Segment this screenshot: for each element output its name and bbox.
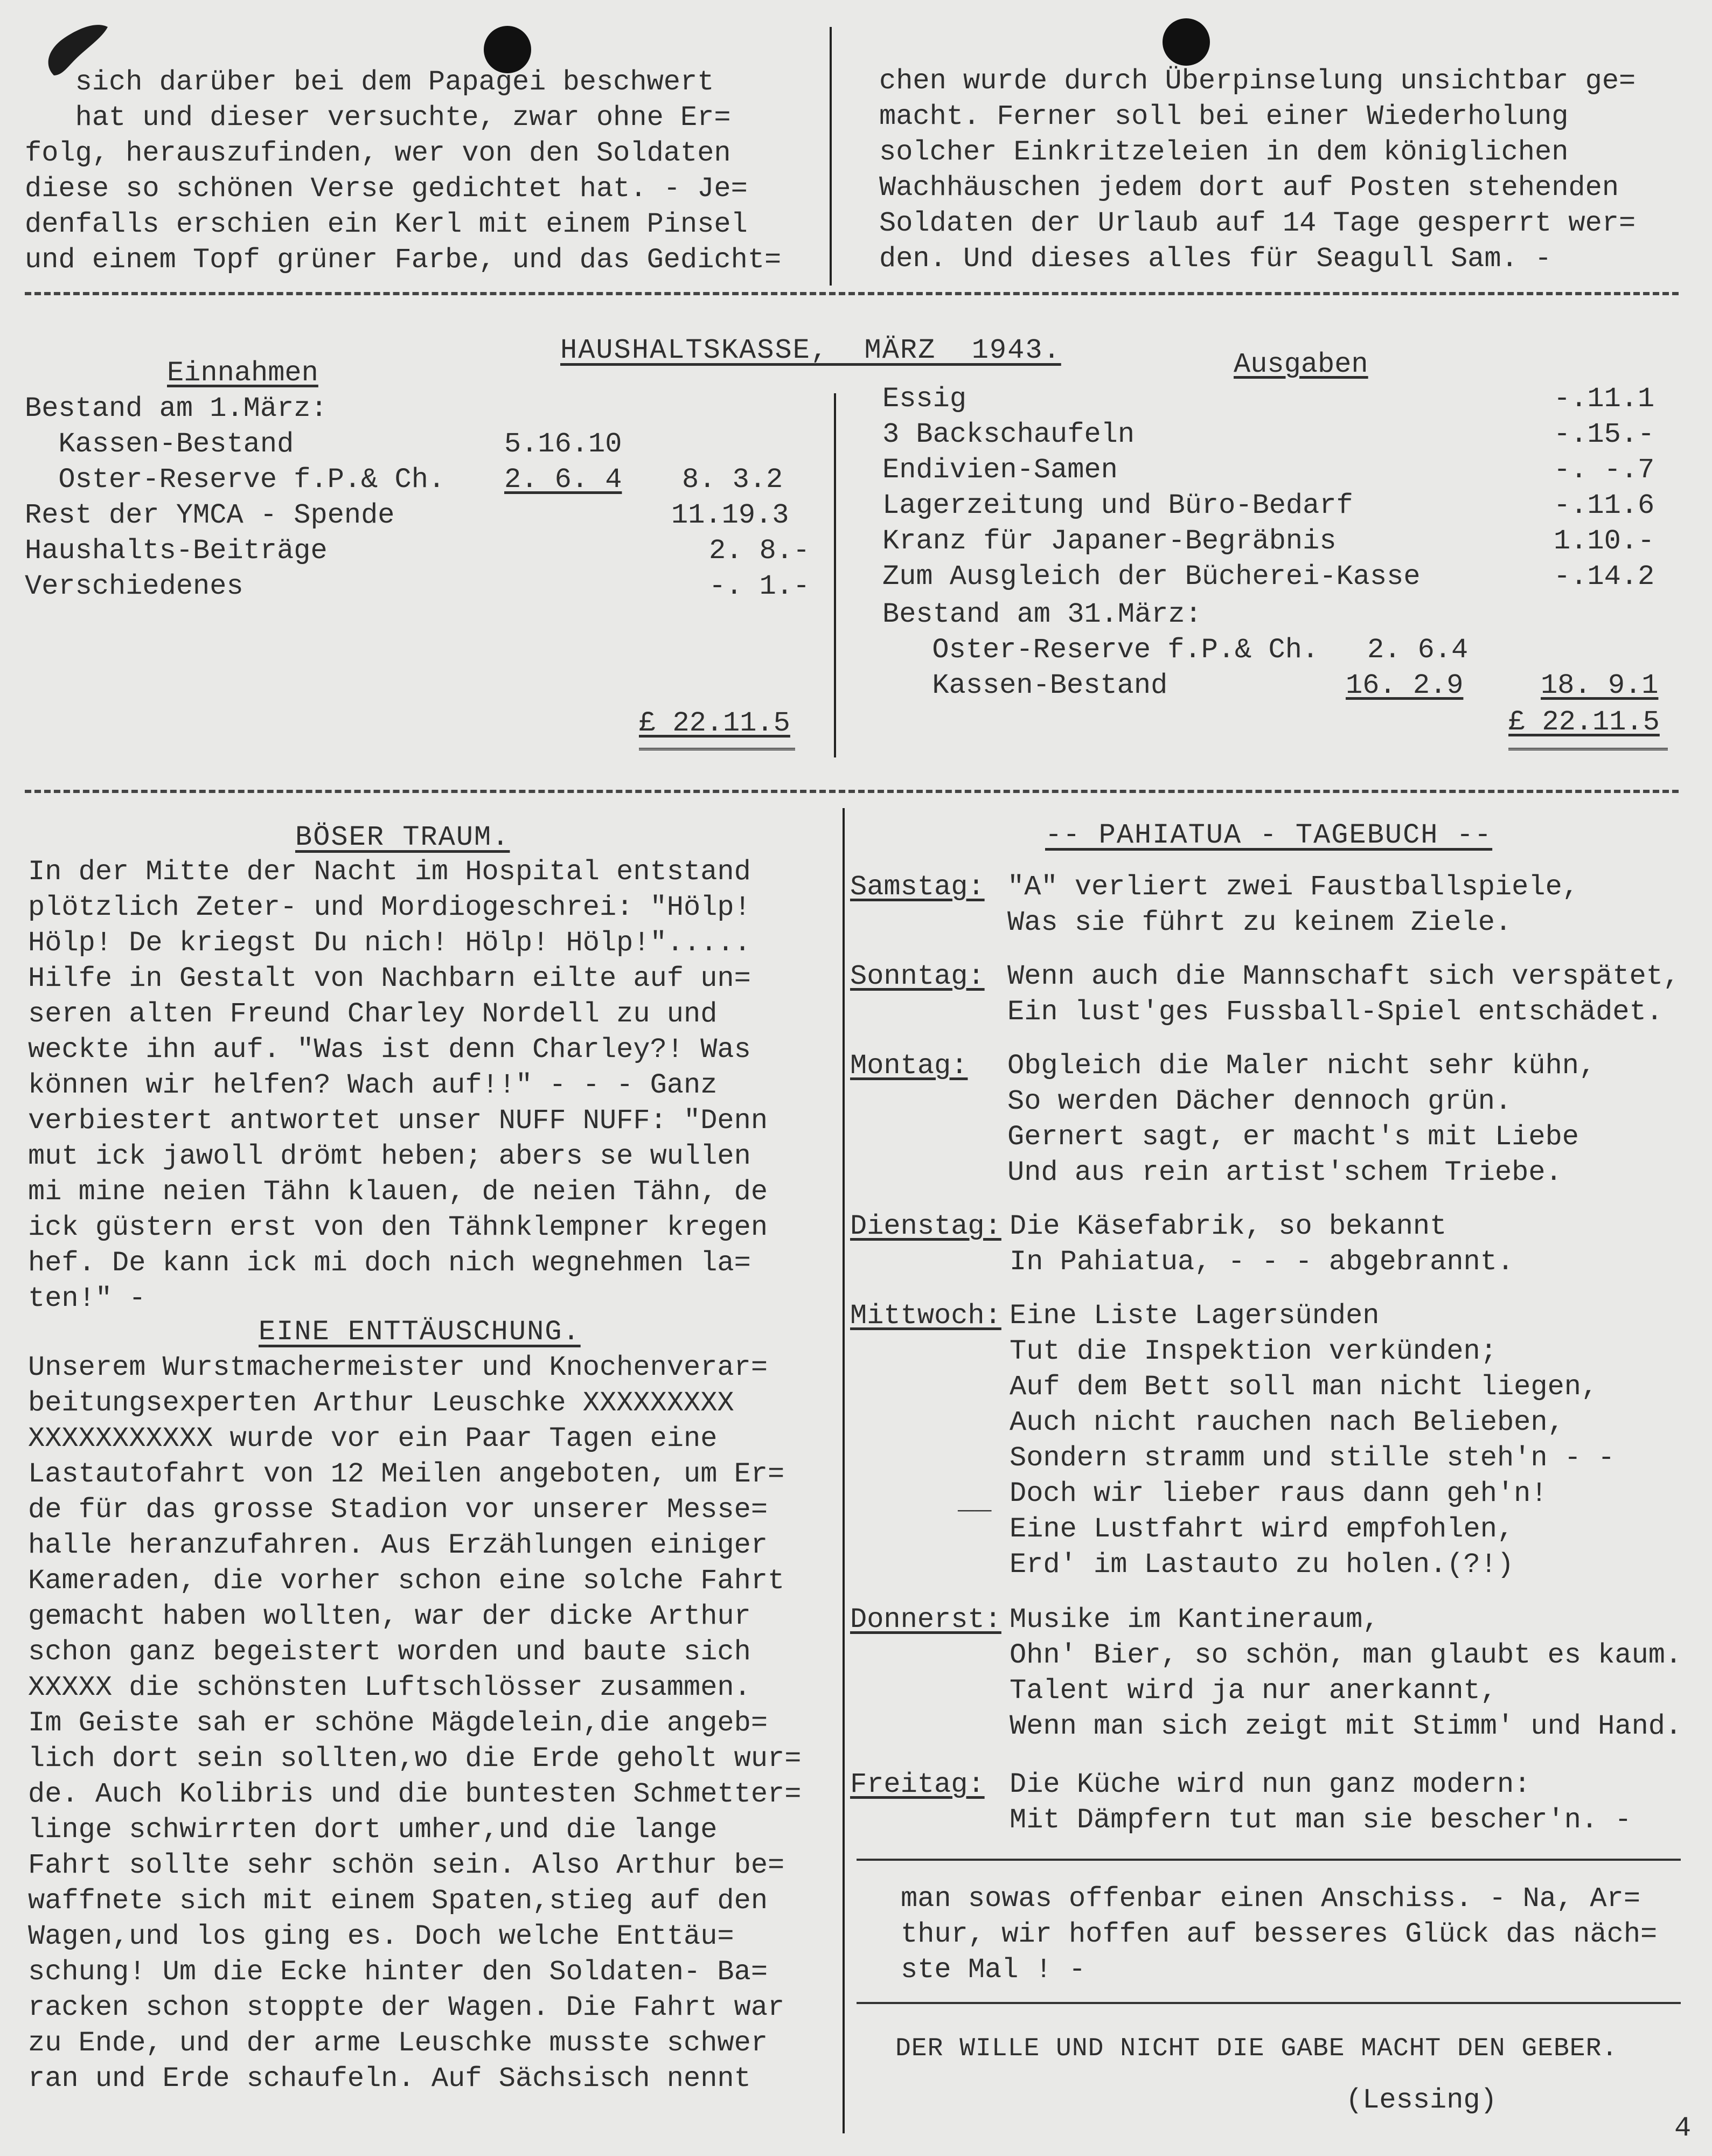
text-line: de für das grosse Stadion vor unserer Messe= <box>28 1494 768 1526</box>
expense-total-rule <box>1508 748 1668 750</box>
diary-line: Erd' im Lastauto zu holen.(?!) <box>1010 1549 1514 1581</box>
diary-line: Ein lust'ges Fussball-Spiel entschädet. <box>1007 996 1663 1028</box>
income-label: Oster-Reserve f.P.& Ch. <box>25 464 446 496</box>
expense-amount: -.14.2 <box>1554 561 1655 593</box>
text-line: man sowas offenbar einen Anschiss. - Na, Ar= <box>901 1883 1641 1915</box>
text-line: Im Geiste sah er schöne Mägdelein,die angeb= <box>28 1707 768 1739</box>
text-line: ran und Erde schaufeln. Auf Sächsisch nennt <box>28 2063 751 2095</box>
enttaeuschung-title: EINE ENTTÄUSCHUNG. <box>259 1316 581 1348</box>
boeser-traum-title: BÖSER TRAUM. <box>295 822 510 853</box>
text-line: diese so schönen Verse gedichtet hat. - Je= <box>25 173 748 205</box>
text-line: linge schwirrten dort umher,und die lange <box>28 1814 718 1846</box>
text-line: weckte ihn auf. "Was ist denn Charley?! Was <box>28 1034 751 1066</box>
day-label: Montag: <box>850 1050 968 1082</box>
text-line: zu Ende, und der arme Leuschke musste schwer <box>28 2027 768 2059</box>
section-divider <box>25 790 1679 793</box>
kasse-divider <box>834 393 836 757</box>
diary-line: Sondern stramm und stille steh'n - - <box>1010 1442 1615 1474</box>
text-line: ick güstern erst von den Tähnklempner kregen <box>28 1212 768 1243</box>
expense-amount-a: 16. 2.9 <box>1346 670 1464 701</box>
punch-hole-right <box>1163 18 1210 66</box>
diary-line: Wenn auch die Mannschaft sich verspätet, <box>1007 961 1680 992</box>
expense-total: £ 22.11.5 <box>1508 706 1660 738</box>
margin-dash: __ <box>958 1485 992 1517</box>
diary-line: Die Küche wird nun ganz modern: <box>1010 1769 1531 1800</box>
text-line: schung! Um die Ecke hinter den Soldaten- Ba= <box>28 1956 768 1988</box>
diary-line: Mit Dämpfern tut man sie bescher'n. - <box>1010 1804 1632 1836</box>
expense-amount: -.11.1 <box>1554 383 1655 415</box>
income-table <box>25 391 810 739</box>
text-line: gemacht haben wollten, war der dicke Arthur <box>28 1601 751 1632</box>
text-line: schon ganz begeistert worden und baute sich <box>28 1636 751 1668</box>
diary-line: Talent wird ja nur anerkannt, <box>1010 1675 1497 1707</box>
text-line: chen wurde durch Überpinselung unsichtbar ge= <box>879 65 1636 97</box>
diary-line: Ohn' Bier, so schön, man glaubt es kaum. <box>1010 1639 1682 1671</box>
expense-label: Oster-Reserve f.P.& Ch. <box>899 634 1319 666</box>
text-line: mi mine neien Tähn klauen, de neien Tähn, de <box>28 1176 768 1208</box>
diary-line: In Pahiatua, - - - abgebrannt. <box>1010 1246 1514 1278</box>
diary-line: Musike im Kantineraum, <box>1010 1604 1380 1636</box>
text-line: Soldaten der Urlaub auf 14 Tage gesperrt wer= <box>879 207 1636 239</box>
right-section-rule <box>857 2002 1681 2004</box>
text-line: racken schon stoppte der Wagen. Die Fahrt war <box>28 1992 785 2023</box>
lower-column-divider <box>843 808 845 2133</box>
income-total: £ 22.11.5 <box>639 707 790 739</box>
diary-line: Obgleich die Maler nicht sehr kühn, <box>1007 1050 1596 1082</box>
text-line: Hilfe in Gestalt von Nachbarn eilte auf un= <box>28 963 751 994</box>
text-line: ste Mal ! - <box>901 1954 1086 1986</box>
expense-amount: 18. 9.1 <box>1541 670 1659 701</box>
income-amount-b: 11.19.3 <box>671 499 789 531</box>
text-line: Kameraden, die vorher schon eine solche Fahrt <box>28 1565 785 1597</box>
text-line: ten!" - <box>28 1283 146 1315</box>
diary-line: Und aus rein artist'schem Triebe. <box>1007 1157 1562 1188</box>
text-line: hat und dieser versuchte, zwar ohne Er= <box>25 102 731 134</box>
text-line: folg, herauszufinden, wer von den Soldaten <box>25 137 731 169</box>
expenses-heading: Ausgaben <box>1234 349 1368 380</box>
attribution: (Lessing) <box>1346 2084 1497 2116</box>
expense-amount: 1.10.- <box>1554 525 1655 557</box>
diary-line: Wenn man sich zeigt mit Stimm' und Hand. <box>1010 1710 1682 1742</box>
text-line: und einem Topf grüner Farbe, und das Gedicht= <box>25 244 782 276</box>
text-line: beitungsexperten Arthur Leuschke XXXXXXXXX <box>28 1387 734 1419</box>
text-line: Fahrt sollte sehr schön sein. Also Arthur be= <box>28 1849 785 1881</box>
expense-label: Kranz für Japaner-Begräbnis <box>882 525 1337 557</box>
diary-line: Gernert sagt, er macht's mit Liebe <box>1007 1121 1579 1153</box>
day-label: Donnerst: <box>850 1604 1001 1636</box>
text-line: XXXXX die schönsten Luftschlösser zusammen. <box>28 1672 751 1703</box>
column-divider <box>830 27 832 286</box>
text-line: de. Auch Kolibris und die buntesten Schmetter= <box>28 1778 802 1810</box>
expense-label: Lagerzeitung und Büro-Bedarf <box>882 490 1353 521</box>
right-section-rule <box>857 1859 1681 1861</box>
diary-line: Tut die Inspektion verkünden; <box>1010 1336 1497 1367</box>
expense-amount: -.11.6 <box>1554 490 1655 521</box>
diary-line: Doch wir lieber raus dann geh'n! <box>1010 1478 1548 1510</box>
text-line: Unserem Wurstmachermeister und Knochenverar= <box>28 1352 768 1383</box>
text-line: lich dort sein sollten,wo die Erde geholt wur= <box>28 1743 802 1775</box>
day-label: Mittwoch: <box>850 1300 1001 1332</box>
text-line: können wir helfen? Wach auf!!" - - - Ganz <box>28 1069 718 1101</box>
diary-line: Auf dem Bett soll man nicht liegen, <box>1010 1371 1598 1403</box>
expense-label: Essig <box>882 383 967 415</box>
diary-line: Was sie führt zu keinem Ziele. <box>1007 907 1512 938</box>
text-line: In der Mitte der Nacht im Hospital entstand <box>28 856 751 888</box>
income-total-rule <box>639 748 795 750</box>
expense-label: 3 Backschaufeln <box>882 419 1135 450</box>
income-amount-b: 8. 3.2 <box>682 464 783 496</box>
day-label: Dienstag: <box>850 1211 1001 1242</box>
income-amount-a: 5.16.10 <box>504 428 622 460</box>
expense-amount: -.15.- <box>1554 419 1655 450</box>
text-line: macht. Ferner soll bei einer Wiederholung <box>879 101 1569 133</box>
income-amount-b: 2. 8.- <box>709 535 810 567</box>
text-line: mut ick jawoll drömt heben; abers se wullen <box>28 1140 751 1172</box>
text-line: Wachhäuschen jedem dort auf Posten stehenden <box>879 172 1619 204</box>
text-line: seren alten Freund Charley Nordell zu und <box>28 998 718 1030</box>
day-label: Freitag: <box>850 1769 985 1800</box>
income-amount-b: -. 1.- <box>709 571 810 602</box>
income-label: Kassen-Bestand <box>25 428 294 460</box>
text-line: sich darüber bei dem Papagei beschwert <box>25 66 714 98</box>
text-line: solcher Einkritzeleien in dem königlichen <box>879 136 1569 168</box>
expense-label: Zum Ausgleich der Bücherei-Kasse <box>882 561 1421 593</box>
kasse-title: HAUSHALTSKASSE, MÄRZ 1943. <box>560 335 1061 366</box>
text-line: Wagen,und los ging es. Doch welche Enttäu= <box>28 1921 734 1952</box>
expense-label: Endivien-Samen <box>882 454 1118 486</box>
diary-line: Auch nicht rauchen nach Belieben, <box>1010 1407 1564 1438</box>
diary-line: Eine Lustfahrt wird empfohlen, <box>1010 1513 1514 1545</box>
text-line: halle heranzufahren. Aus Erzählungen einiger <box>28 1529 768 1561</box>
expense-table <box>882 381 1669 759</box>
income-label: Bestand am 1.März: <box>25 393 328 425</box>
diary-line: Die Käsefabrik, so bekannt <box>1010 1211 1447 1242</box>
income-amount-a: 2. 6. 4 <box>504 464 622 496</box>
page-number: 4 <box>1674 2112 1692 2144</box>
expense-amount-a: 2. 6.4 <box>1367 634 1469 666</box>
text-line: hef. De kann ick mi doch nich wegnehmen la= <box>28 1247 751 1279</box>
text-line: thur, wir hoffen auf besseres Glück das näch= <box>901 1918 1658 1950</box>
text-line: plötzlich Zeter- und Mordiogeschrei: "Hölp! <box>28 892 751 923</box>
day-label: Sonntag: <box>850 961 985 992</box>
expense-label: Bestand am 31.März: <box>882 599 1202 630</box>
text-line: den. Und dieses alles für Seagull Sam. - <box>879 243 1552 275</box>
section-divider <box>25 292 1679 295</box>
text-line: waffnete sich mit einem Spaten,stieg auf den <box>28 1885 768 1917</box>
income-label: Rest der YMCA - Spende <box>25 499 395 531</box>
tagebuch-title: -- PAHIATUA - TAGEBUCH -- <box>1045 819 1493 851</box>
text-line: XXXXXXXXXXX wurde vor ein Paar Tagen eine <box>28 1423 718 1455</box>
income-label: Haushalts-Beiträge <box>25 535 328 567</box>
text-line: Lastautofahrt von 12 Meilen angeboten, um Er= <box>28 1458 785 1490</box>
expense-amount: -. -.7 <box>1554 454 1655 486</box>
diary-line: Eine Liste Lagersünden <box>1010 1300 1380 1332</box>
diary-line: So werden Dächer dennoch grün. <box>1007 1086 1512 1117</box>
text-line: denfalls erschien ein Kerl mit einem Pinsel <box>25 208 748 240</box>
text-line: Hölp! De kriegst Du nich! Hölp! Hölp!"..... <box>28 927 751 959</box>
motto: DER WILLE UND NICHT DIE GABE MACHT DEN GEBER. <box>895 2034 1618 2063</box>
diary-line: "A" verliert zwei Faustballspiele, <box>1007 871 1579 903</box>
expense-label: Kassen-Bestand <box>899 670 1168 701</box>
day-label: Samstag: <box>850 871 985 903</box>
income-heading: Einnahmen <box>167 357 318 389</box>
text-line: verbiestert antwortet unser NUFF NUFF: "Denn <box>28 1105 768 1137</box>
income-label: Verschiedenes <box>25 571 243 602</box>
